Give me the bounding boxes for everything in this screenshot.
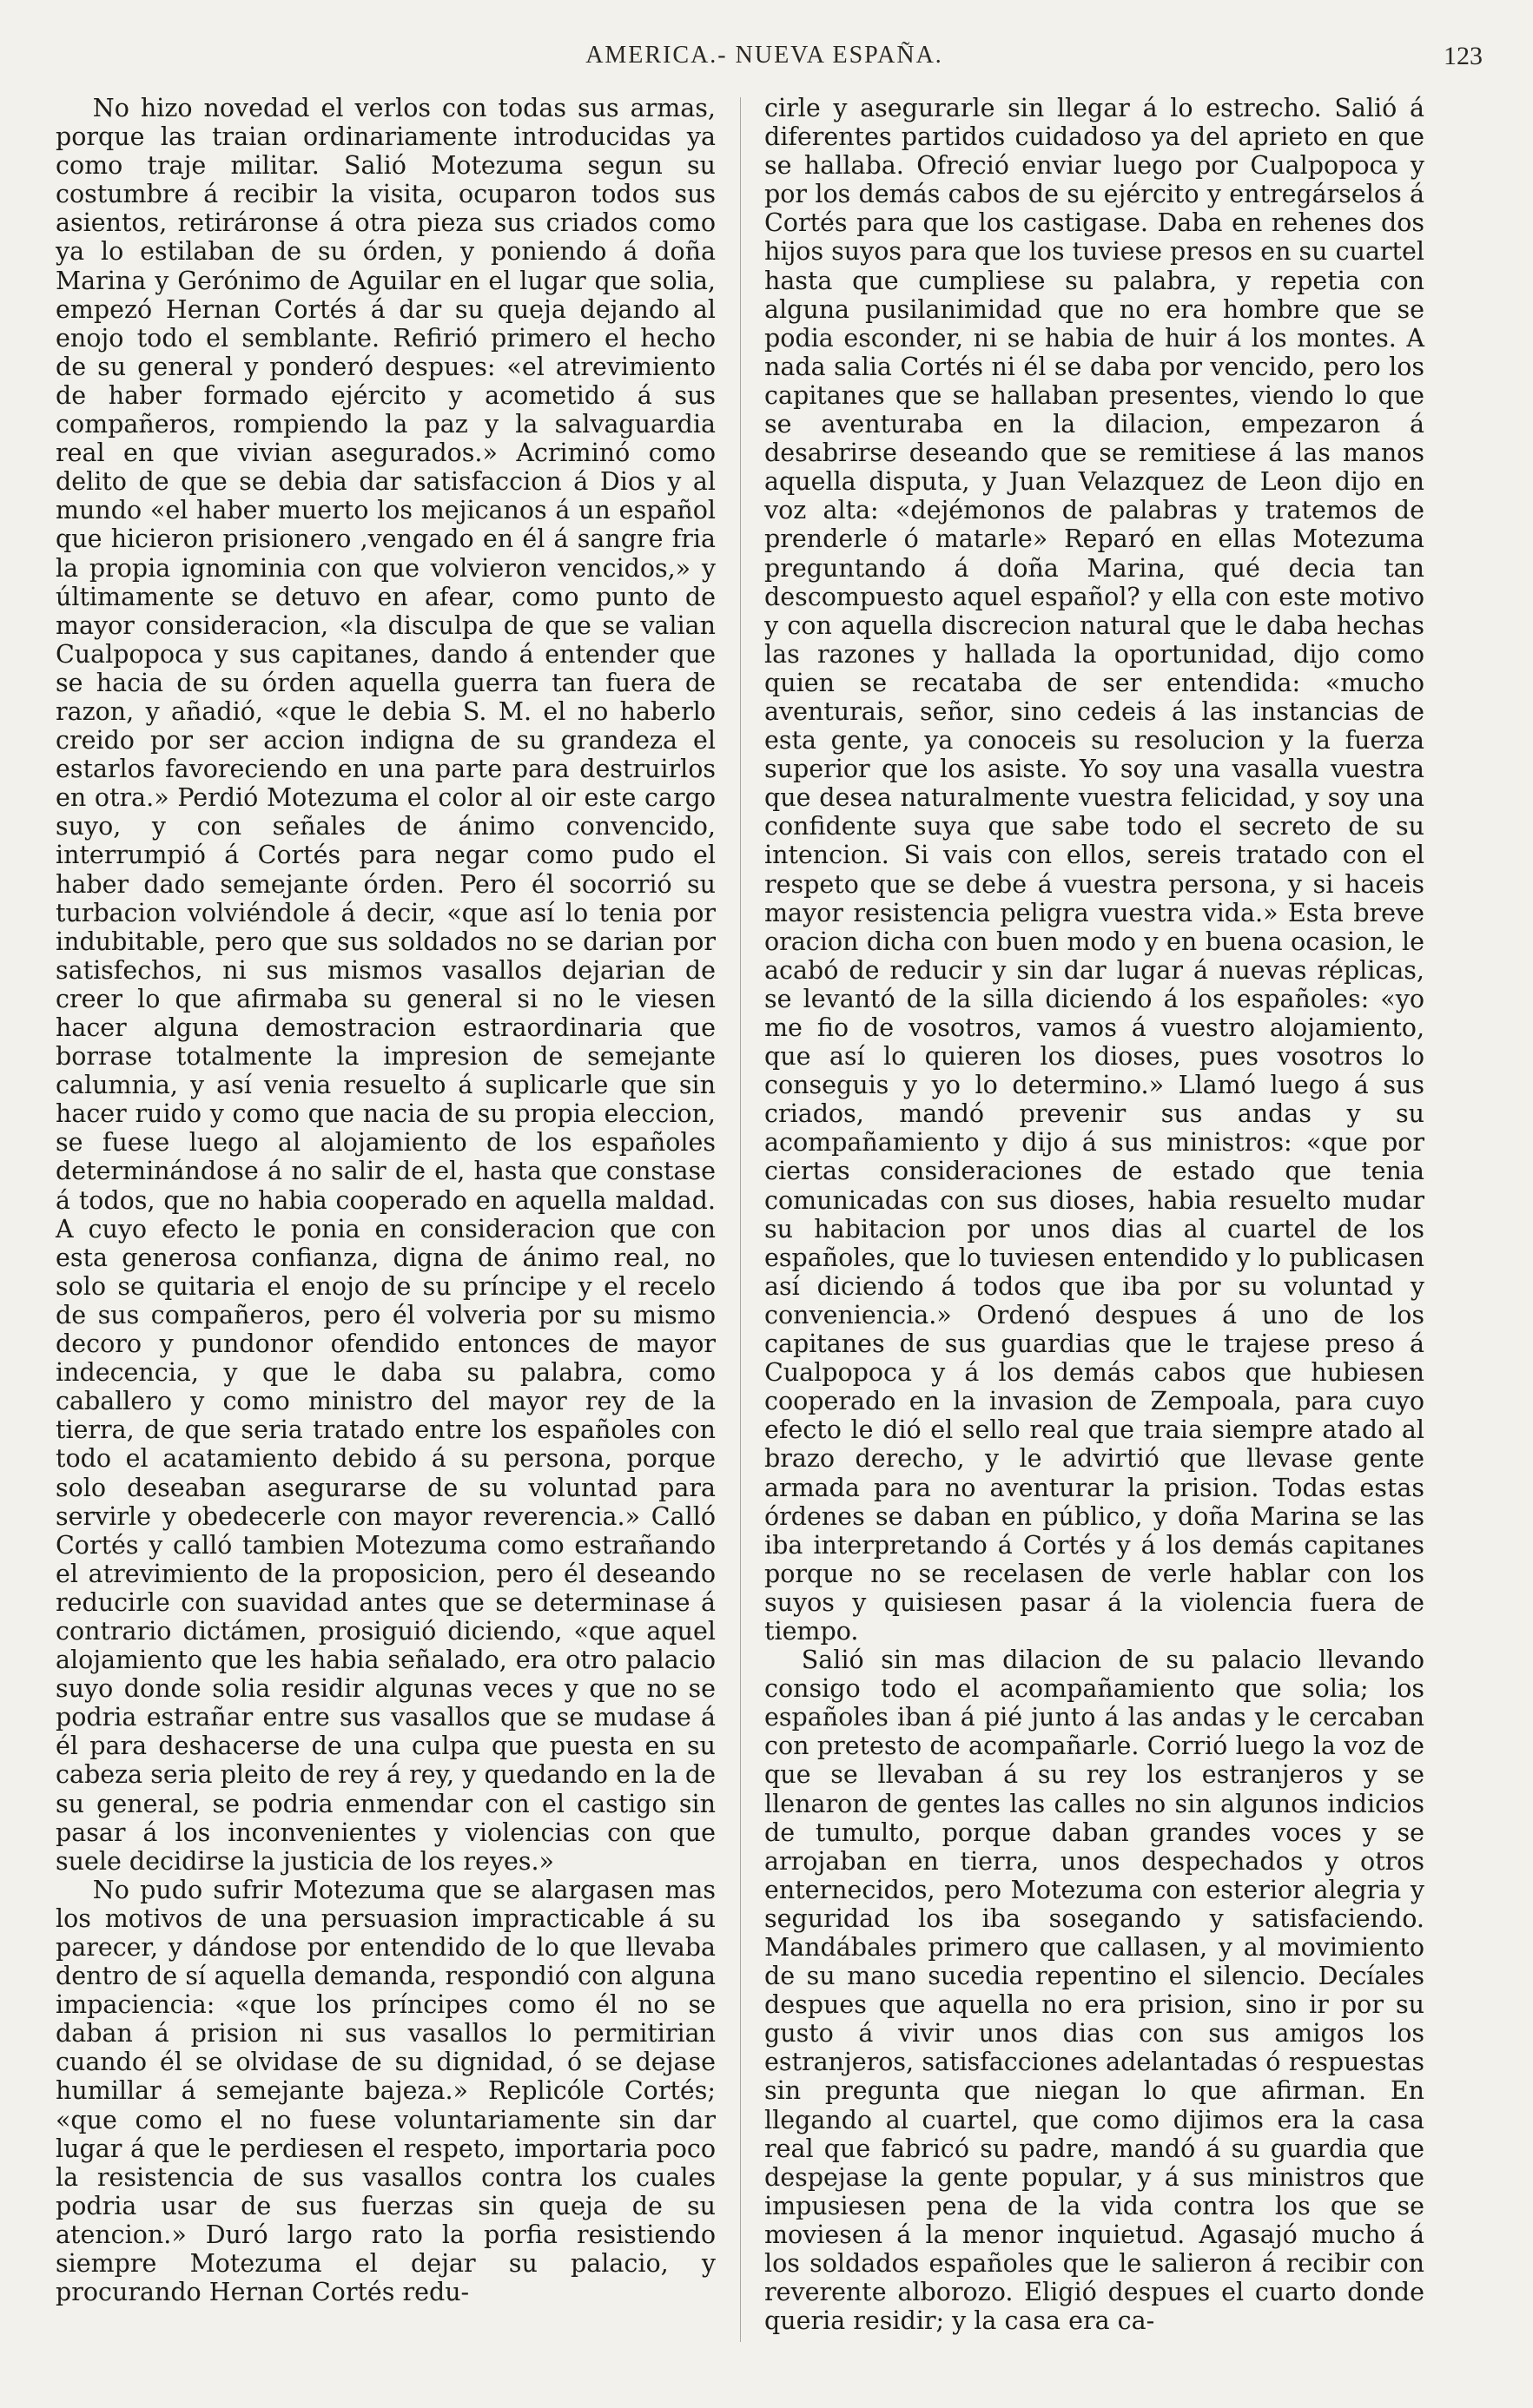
page-number: 123 xyxy=(1444,42,1483,70)
left-column xyxy=(56,94,716,2306)
running-title: AMERICA.- NUEVA ESPAÑA. xyxy=(585,42,943,69)
paragraph: cirle y asegurarle sin llegar á lo estrecho. Salió á diferentes partidos cuidadoso ya del aprieto en que se hallaba. Ofreció enviar luego por Cualpopoca y por los demás cabos de su ejército y entregárselos á Cortés para que los castigase. Daba en rehenes dos hijos suyos para que los tuviese presos en su cuartel hasta que cumpliese su palabra, y repetia con alguna pusilanimidad que no era hombre que se podia esconder, ni se habia de huir á los montes. A nada salia Cortés ni él se daba por vencido, pero los capitanes que se hallaban presentes, viendo lo que se aventuraba en la dilacion, empezaron á desabrirse deseando que se remitiese á las manos aquella disputa, y Juan Velazquez de Leon dijo en voz alta: «dejémonos de palabras y tratemos de prenderle ó matarle» Reparó en ellas Motezuma preguntando á doña Marina, qué decia tan descompuesto aquel español? y ella con este motivo y con aquella discrecion natural que le daba hechas las razones y hallada la oportunidad, dijo como quien se recataba de ser entendida: «mucho aventurais, señor, sino cedeis á las instancias de esta gente, ya conoceis su resolucion y la fuerza superior que los asiste. Yo soy una vasalla vuestra que desea naturalmente vuestra felicidad, y soy una confidente suya que sabe todo el secreto de su intencion. Si vais con ellos, sereis tratado con el respeto que se debe á vuestra persona, y si haceis mayor resistencia peligra vuestra vida.» Esta breve oracion dicha con buen modo y en buena ocasion, le acabó de reducir y sin dar lugar á nuevas réplicas, se levantó de la silla diciendo á los españoles: «yo me fio de vosotros, vamos á vuestro alojamiento, que así lo quieren los dioses, pues vosotros lo conseguis y yo lo determino.» Llamó luego á sus criados, mandó prevenir sus andas y su acompañamiento y dijo á sus ministros: «que por ciertas consideraciones de estado que tenia comunicadas con sus dioses, habia resuelto mudar su habitacion por unos dias al cuartel de los españoles, que lo tuviesen entendido y lo publicasen así diciendo á todos que iba por su voluntad y conveniencia.» Ordenó despues á uno de los capitanes de sus guardias que le trajese preso á Cualpopoca y á los demás cabos que hubiesen cooperado en la invasion de Zempoala, para cuyo efecto le dió el sello real que traia siempre atado al brazo derecho, y le advirtió que llevase gente armada para no aventurar la prision. Todas estas órdenes se daban en público, y doña Marina se las iba interpretando á Cortés y á los demás capitanes porque no se recelasen de verle hablar con los suyos y quisiesen pasar á la violencia fuera de tiempo. xyxy=(764,94,1424,1646)
column-divider xyxy=(740,97,741,2342)
paragraph: No pudo sufrir Motezuma que se alargasen mas los motivos de una persuasion impracticable á su parecer, y dándose por entendido de lo que llevaba dentro de sí aquella demanda, respondió con alguna impaciencia: «que los príncipes como él no se daban á prision ni sus vasallos lo permitirian cuando él se olvidase de su dignidad, ó se dejase humillar á semejante bajeza.» Replicóle Cortés; «que como el no fuese voluntariamente sin dar lugar á que le perdiesen el respeto, importaria poco la resistencia de sus vasallos contra los cuales podria usar de sus fuerzas sin queja de su atencion.» Duró largo rato la porfia resistiendo siempre Motezuma el dejar su palacio, y procurando Hernan Cortés redu- xyxy=(56,1875,716,2307)
page-header xyxy=(0,42,1533,76)
right-column xyxy=(764,94,1424,2335)
paragraph: No hizo novedad el verlos con todas sus armas, porque las traian ordinariamente introducidas ya como traje militar. Salió Motezuma segun su costumbre á recibir la visita, ocuparon todos sus asientos, retiráronse á otra pieza sus criados como ya lo estilaban de su órden, y poniendo á doña Marina y Gerónimo de Aguilar en el lugar que solia, empezó Hernan Cortés á dar su queja dejando al enojo todo el semblante. Refirió primero el hecho de su general y ponderó despues: «el atrevimiento de haber formado ejército y acometido á sus compañeros, rompiendo la paz y la salvaguardia real en que vivian asegurados.» Acriminó como delito de que se debia dar satisfaccion á Dios y al mundo «el haber muerto los mejicanos á un español que hicieron prisionero ,vengado en él á sangre fria la propia ignominia con que volvieron vencidos,» y últimamente se detuvo en afear, como punto de mayor consideracion, «la disculpa de que se valian Cualpopoca y sus capitanes, dando á entender que se hacia de su órden aquella guerra tan fuera de razon, y añadió, «que le debia S. M. el no haberlo creido por ser accion indigna de su grandeza el estarlos favoreciendo en una parte para destruirlos en otra.» Perdió Motezuma el color al oir este cargo suyo, y con señales de ánimo convencido, interrumpió á Cortés para negar como pudo el haber dado semejante órden. Pero él socorrió su turbacion volviéndole á decir, «que así lo tenia por indubitable, pero que sus soldados no se darian por satisfechos, ni sus mismos vasallos dejarian de creer lo que afirmaba su general si no le viesen hacer alguna demostracion estraordinaria que borrase totalmente la impresion de semejante calumnia, y así venia resuelto á suplicarle que sin hacer ruido y como que nacia de su propia eleccion, se fuese luego al alojamiento de los españoles determinándose á no salir de el, hasta que constase á todos, que no habia cooperado en aquella maldad. A cuyo efecto le ponia en consideracion que con esta generosa confianza, digna de ánimo real, no solo se quitaria el enojo de su príncipe y el recelo de sus compañeros, pero él volveria por su mismo decoro y pundonor ofendido entonces de mayor indecencia, y que le daba su palabra, como caballero y como ministro del mayor rey de la tierra, de que seria tratado entre los españoles con todo el acatamiento debido á su persona, porque solo deseaban asegurarse de su voluntad para servirle y obedecerle con mayor reverencia.» Calló Cortés y calló tambien Motezuma como estrañando el atrevimiento de la proposicion, pero él deseando reducirle con suavidad antes que se determinase á contrario dictámen, prosiguió diciendo, «que aquel alojamiento que les habia señalado, era otro palacio suyo donde solia residir algunas veces y que no se podria estrañar entre sus vasallos que se mudase á él para deshacerse de una culpa que puesta en su cabeza seria pleito de rey á rey, y quedando en la de su general, se podria enmendar con el castigo sin pasar á los inconvenientes y violencias con que suele decidirse la justicia de los reyes.» xyxy=(56,94,716,1876)
paragraph: Salió sin mas dilacion de su palacio llevando consigo todo el acompañamiento que solia; los españoles iban á pié junto á las andas y le cercaban con pretesto de acompañarle. Corrió luego la voz de que se llevaban á su rey los estranjeros y se llenaron de gentes las calles no sin algunos indicios de tumulto, porque daban grandes voces y se arrojaban en tierra, unos despechados y otros enternecidos, pero Motezuma con esterior alegria y seguridad los iba sosegando y satisfaciendo. Mandábales primero que callasen, y al movimiento de su mano sucedia repentino el silencio. Decíales despues que aquella no era prision, sino ir por su gusto á vivir unos dias con sus amigos los estranjeros, satisfacciones adelantadas ó respuestas sin pregunta que niegan lo que afirman. En llegando al cuartel, que como dijimos era la casa real que fabricó su padre, mandó á su guardia que despejase la gente popular, y á sus ministros que impusiesen pena de la vida contra los que se moviesen á la menor inquietud. Agasajó mucho á los soldados españoles que le salieron á recibir con reverente alborozo. Eligió despues el cuarto donde queria residir; y la casa era ca- xyxy=(764,1646,1424,2336)
